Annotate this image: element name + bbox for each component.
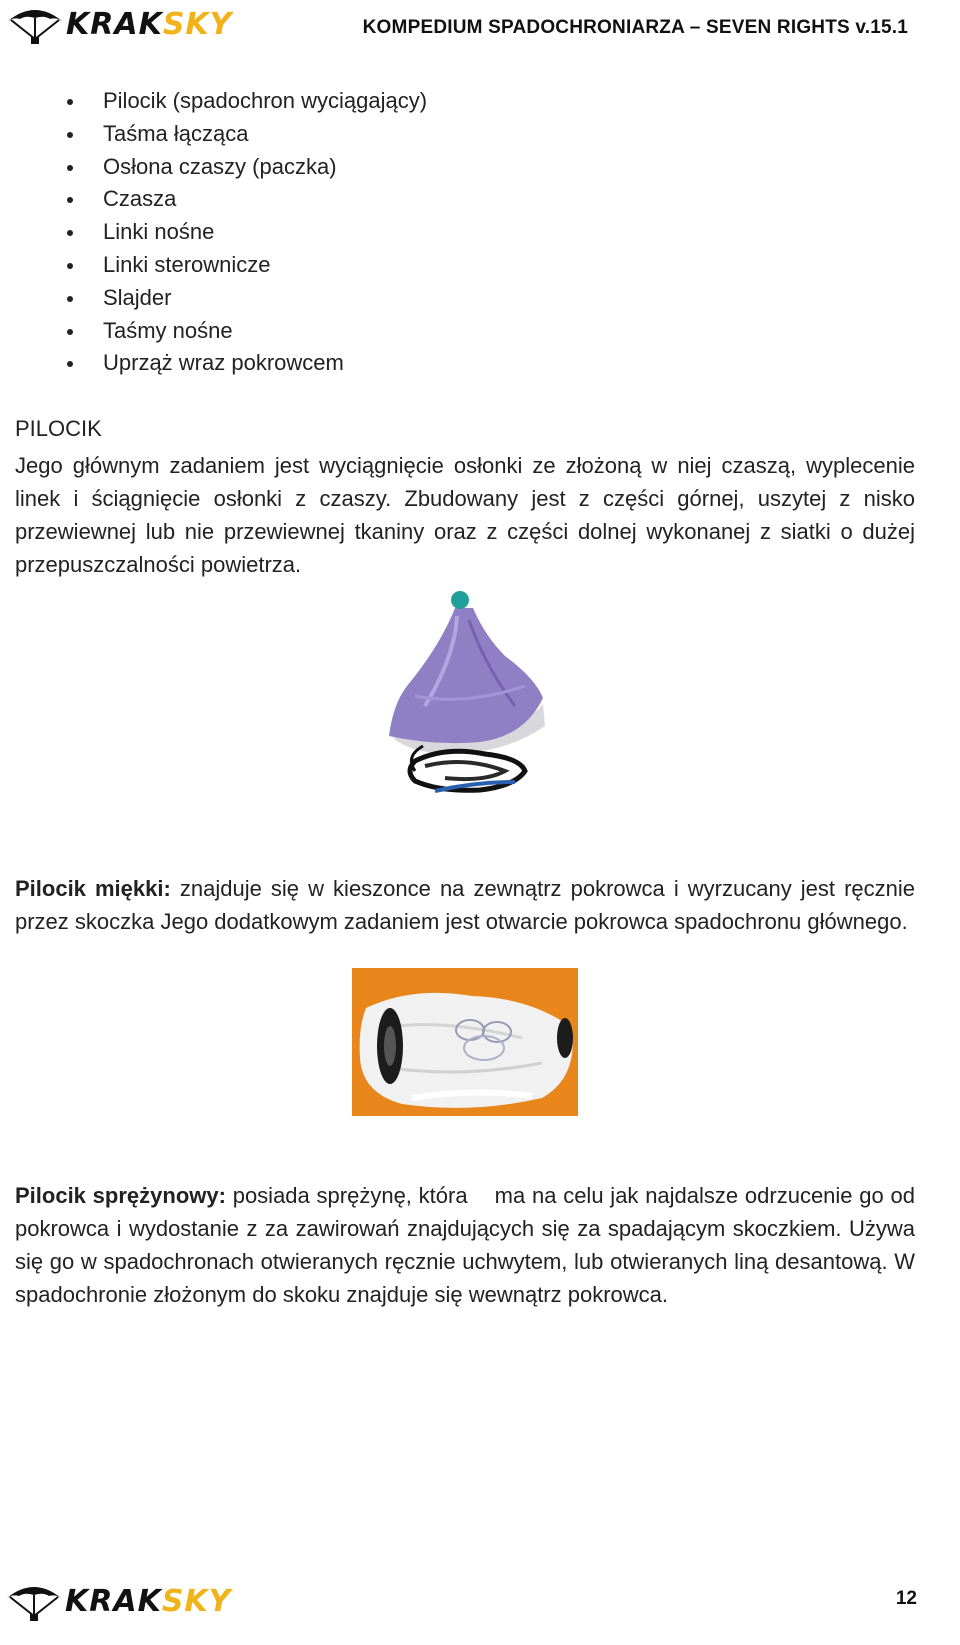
page-header	[0, 0, 960, 52]
soft-pilot-text: znajduje się w kieszonce na zewnątrz pokrowca i wyrzucany jest ręcznie przez skoczka Jego dodatkowym zadaniem jest otwarcie pokrowca spadochronu głównego.	[15, 876, 915, 934]
soft-pilot-term: Pilocik miękki:	[15, 876, 171, 901]
parachute-icon	[6, 5, 64, 45]
list-item: Taśma łącząca	[67, 119, 427, 152]
document-title: KOMPEDIUM SPADOCHRONIARZA – SEVEN RIGHTS v.15.1	[362, 17, 908, 38]
spring-pilot-term: Pilocik sprężynowy:	[15, 1183, 226, 1208]
logo-wordmark: KRAKSKY	[66, 7, 233, 42]
soft-pilot-chute-photo	[385, 586, 555, 811]
footer-logo	[5, 1582, 231, 1622]
component-list	[67, 86, 427, 381]
list-item: Osłona czaszy (paczka)	[67, 152, 427, 185]
soft-pilot-paragraph	[15, 872, 915, 938]
spring-pilot-paragraph	[15, 1179, 922, 1311]
list-item: Linki nośne	[67, 217, 427, 250]
list-item: Linki sterownicze	[67, 250, 427, 283]
logo-wordmark: KRAKSKY	[65, 1584, 232, 1619]
page-number: 12	[895, 1588, 917, 1609]
list-item: Pilocik (spadochron wyciągający)	[67, 86, 427, 119]
list-item: Czasza	[67, 184, 427, 217]
spring-pilot-text: posiada sprężynę, która ma na celu jak najdalsze odrzucenie go od pokrowca i wydostanie z za zawirowań znajdujących się za spadającym skoczkiem. Używa się go w spadochronach otwieranych ręcznie uchwytem, lub otwieranych liną desantową. W spadochronie złożonym do skoku znajduje się wewnątrz pokrowca.	[15, 1183, 922, 1307]
list-item: Slajder	[67, 283, 427, 316]
spring-pilot-chute-photo	[352, 968, 578, 1116]
parachute-icon	[5, 1582, 63, 1622]
list-item: Taśmy nośne	[67, 316, 427, 349]
krakksy-logo	[6, 5, 232, 45]
intro-paragraph: Jego głównym zadaniem jest wyciągnięcie osłonki ze złożoną w niej czaszą, wyplecenie linek i ściągnięcie osłonki z czaszy. Zbudowany jest z części górnej, uszytej z nisko przewiewnej lub nie przewiewnej tkaniny oraz z części dolnej wykonanej z siatki o dużej przepuszczalności powietrza.	[15, 453, 915, 577]
list-item: Uprząż wraz pokrowcem	[67, 348, 427, 381]
section-heading: PILOCIK	[15, 416, 102, 441]
